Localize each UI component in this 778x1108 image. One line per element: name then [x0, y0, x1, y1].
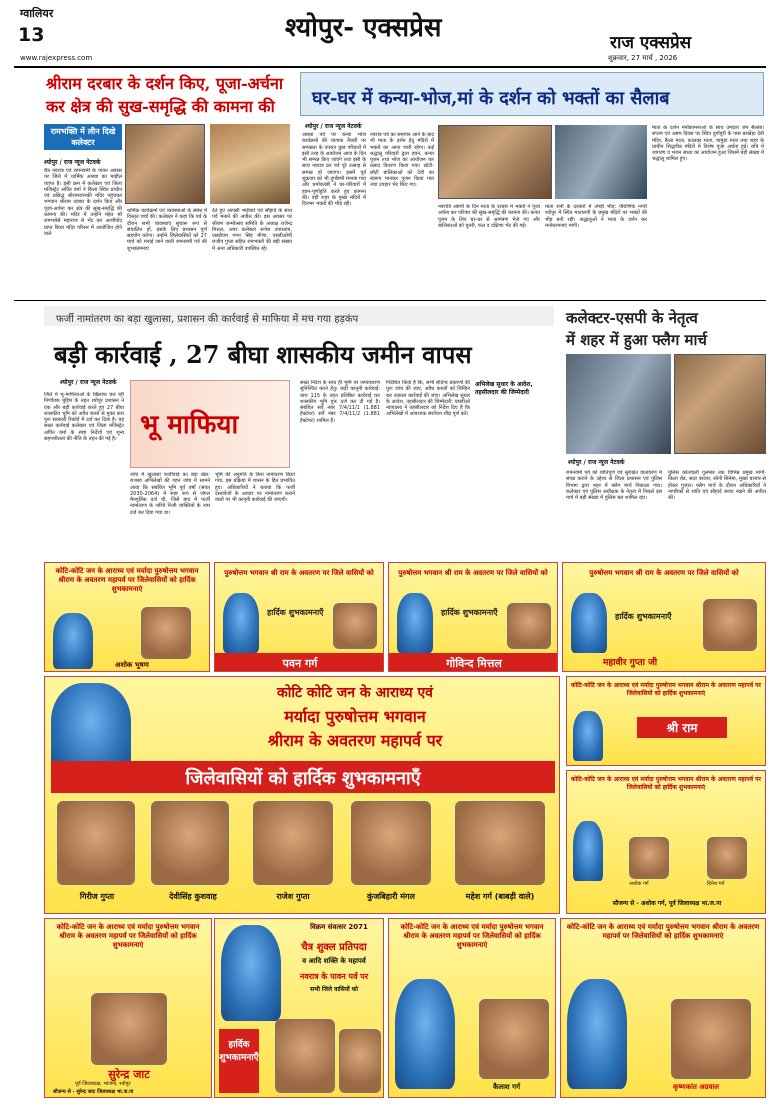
- lord-ram-image: [221, 925, 281, 1021]
- portrait-photo: [275, 1019, 335, 1093]
- lord-ram-image: [567, 979, 627, 1089]
- side-ad-1[interactable]: [566, 676, 766, 766]
- portrait-photo: [479, 999, 549, 1079]
- greeting-ad-3-text: पुरुषोत्तम भगवान श्री राम के अवतरण पर जिले वासियों को: [398, 569, 548, 577]
- story2-headline[interactable]: घर-घर में कन्या-भोज,मां के दर्शन को भक्तों का सैलाब: [312, 88, 670, 109]
- site-url[interactable]: www.rajexpress.com: [20, 54, 93, 62]
- big-ad-name-4: कुंजबिहारी मंगल: [367, 892, 415, 901]
- greeting-ad-4-text: पुरुषोत्तम भगवान श्री राम के अवतरण पर जिले वासियों को: [589, 569, 739, 577]
- story2-col3: नवरात्रि अष्टमी के दिन माता के दरबार में भक्तों ने पूजा अर्चना कर परिवार की सुख-समृद्धि की कामना की। कन्या पूजन के लिए घर-घर से आमंत्रण भेजे गए और बालिकाओं को चुनरी, फल व दक्षिणा भेंट की गई।: [438, 204, 540, 229]
- story4-photo-2: [674, 354, 766, 454]
- greeting-ad-3[interactable]: [388, 562, 558, 672]
- portrait-photo: [333, 603, 377, 649]
- story1-headline-2[interactable]: कर क्षेत्र की सुख-समृद्धि की कामना की: [46, 97, 275, 116]
- story1-body-col1: चैत्र नवरात्र एवं रामनवमी के पावन अवसर पर जिले में धार्मिक आस्था का माहौल व्याप्त है। इसी क्रम में कलेक्टर एवं जिला मजिस्ट्रेट अर्पित वर्मा ने किला स्थित प्राचीन एवं प्रसिद्ध श्रीरामजानकी मंदिर पहुंचकर भगवान श्रीराम दरबार के दर्शन किए और पूजा-अर्चना कर क्षेत्र की सुख-समृद्धि की कामना की। मंदिर में उन्होंने महंत श्री रामभरोसे महाराज से भेंट कर आशीर्वाद प्राप्त किया मंदिर परिसर में आयोजित होने वाले: [44, 168, 122, 237]
- bottom-ad-2-line: चैत्र शुक्ल प्रतिपदा: [301, 942, 367, 953]
- side-ad-2-footer: सौजन्य से - अशोक गर्ग, पूर्व जिलाध्यक्ष भा.ज.पा: [612, 900, 722, 907]
- bottom-ad-4-text: कोटि-कोटि जन के आराध्य एवं मर्यादा पुरुषोत्तम भगवान श्रीराम के अवतरण महापर्व पर जिलेवासियों को हार्दिक शुभकामनाएं: [566, 923, 760, 940]
- portrait-photo: [57, 801, 135, 885]
- bottom-ad-3-text: कोटि-कोटि जन के आराध्य एवं मर्यादा पुरुषोत्तम भगवान श्रीराम के अवतरण महापर्व पर जिलेवासियों को हार्दिक शुभकामनाएं: [400, 923, 544, 949]
- greeting-ad-4[interactable]: [562, 562, 766, 672]
- story1-headline-1[interactable]: श्रीराम दरबार के दर्शन किए, पूजा-अर्चना: [46, 74, 283, 93]
- big-ad-line-1: कोटि कोटि जन के आराध्य एवं: [277, 685, 433, 701]
- side-ad-1-title: श्री राम: [637, 717, 727, 738]
- lord-ram-image: [573, 821, 603, 881]
- bottom-ad-2-sub: व आदि शक्ति के महापर्व: [302, 957, 366, 965]
- greeting-ad-2-name: पवन गर्ग: [215, 653, 384, 672]
- greeting-ad-big[interactable]: [44, 676, 560, 914]
- big-ad-name-5: महेश गर्ग (बाबड़ी वाले): [465, 892, 535, 901]
- lord-ram-image: [223, 593, 259, 653]
- greeting-ad-2[interactable]: [214, 562, 384, 672]
- lord-ram-image: [53, 613, 93, 669]
- story1-photo-2: [210, 124, 290, 204]
- lord-ram-image: [573, 711, 603, 761]
- greeting-ad-4-hardik: हार्दिक शुभकामनाएँ: [615, 612, 672, 621]
- bottom-ad-2-top: विक्रम संवत्सर 2071: [310, 923, 368, 931]
- section-divider-1: [14, 300, 766, 301]
- story3-col4: सख्त निर्देश के साथ ही भूमि पर जमावशरण सुनिश्चित करने हेतु। कड़ी कानूनी कार्रवाई: धारा 115 के तहत प्रतिष्ठित कार्रवाई कर शासकीय भूमि पुनः दर्ज कर दी गई है। संबंधित सर्वे नंबर 7/4/11/1 (1.881 हेक्टेयर) सर्वे नंबर 7/4/11/2 (1.881 हेक्टेयर) शामिल हैं।: [300, 380, 380, 424]
- bottom-ad-1-name: सुरेन्द्र जाट: [108, 1068, 150, 1081]
- story3-col2: जांच में खुलासा फर्जीवाड़े का बड़ा खेल: राजस्व अभिलेखों की गहन जांच में सामने आया कि संबंधित भूमि पूर्व वर्षों (संवत् 2030-2064) में स्पष्ट रूप से जंगल मैनपुर्तिक दर्ज थी, जिसे बाद में फर्जी नामांतरण के जरिये निजी व्यक्तियों के नाम दर्ज कर दिया गया था।: [130, 472, 210, 516]
- bottom-ad-1[interactable]: [44, 918, 212, 1098]
- side-ad-2[interactable]: [566, 770, 766, 914]
- greeting-ad-4-name: महावीर गुप्ता जी: [603, 658, 658, 668]
- story1-photo-1: [125, 124, 205, 204]
- lord-ram-image: [397, 593, 433, 653]
- side-ad-1-text: कोटि-कोटि जन के आराध्य एवं मर्यादा पुरुषोत्तम भगवान श्रीराम के अवतरण महापर्व पर जिलेवासियों को हार्दिक शुभकामनाएं: [571, 682, 761, 697]
- side-ad-2-text: कोटि-कोटि जन के आराध्य एवं मर्यादा पुरुषोत्तम भगवान श्रीराम के अवतरण महापर्व पर जिलेवासियों को हार्दिक शुभकामनाएं: [571, 776, 761, 791]
- big-ad-name-2: देवीसिंह कुशवाह: [169, 892, 217, 901]
- story4-col1: रामनवमी पर्व को शांतिपूर्ण एवं सुरक्षित वातावरण में संपन्न कराने के उद्देश्य से जिला प्रशासन एवं पुलिस विभाग द्वारा शहर में फ्लैग मार्च निकाला गया। कलेक्टर एवं पुलिस अधीक्षक के नेतृत्व में निकले इस मार्च में बड़ी संख्या में पुलिस बल शामिल रहा।: [566, 470, 662, 502]
- portrait-photo: [671, 999, 751, 1079]
- story1-tag: रामभक्ति में लीन दिखे कलेक्टर: [44, 124, 122, 150]
- story2-byline: श्योपुर / राज न्यूज नेटवर्क: [305, 123, 362, 130]
- bhoo-mafia-graphic-text: भू माफिया: [140, 410, 239, 440]
- bottom-ad-4[interactable]: [560, 918, 766, 1098]
- story4-headline-1[interactable]: कलेक्टर-एसपी के नेतृत्व: [566, 309, 698, 327]
- greeting-ad-1[interactable]: [44, 562, 210, 672]
- page-title: श्योपुर- एक्सप्रेस: [285, 13, 442, 43]
- story3-kicker: फर्जी नामांतरण का बड़ा खुलासा, प्रशासन की कार्रवाई से माफिया में मच गया हड़कंप: [56, 314, 359, 325]
- story1-body-col2: धार्मिक कार्यक्रमों एवं व्यवस्थाओं के संबंध में विस्तृत चर्चा की। कलेक्टर ने कहा कि पर्व के दौरान सभी व्यवस्थाएं सुचारू रूप से संचालित हों, इसके लिए प्रशासन पूर्ण सहयोग करेगा। उन्होंने जिलेवासियों को 27 मार्च को मनाई जाने वाली रामनवमी पर्व की शुभकामनाएं: [127, 208, 207, 252]
- big-ad-name-3: राजेश गुप्ता: [276, 892, 310, 901]
- story3-col1: जिले में भू-माफियाओं के खिलाफ चल रही निर्णायक मुहिम के तहत श्योपुर प्रशासन ने एक और बड़ी कार्रवाई करते हुए 27 बीघा शासकीय भूमि को अवैध कब्जे से मुक्त करा पुनः सरकारी रिकॉर्ड में दर्ज कर दिया है। यह सख्त कार्रवाई कलेक्टर एवं जिला मजिस्ट्रेट अर्पित वर्मा के स्पष्ट निर्देशों एवं शून्य सहनशीलता की नीति के तहत की गई है।: [44, 392, 124, 443]
- bottom-ad-1-text: कोटि-कोटि जन के आराध्य एवं मर्यादा पुरुषोत्तम भगवान श्रीराम के अवतरण महापर्व पर जिलेवासियों को हार्दिक शुभकामनाएं: [56, 923, 200, 949]
- lord-ram-image: [395, 979, 455, 1089]
- story4-headline-2[interactable]: में शहर में हुआ फ्लैग मार्च: [566, 331, 707, 349]
- big-ad-line-2: मर्यादा पुरुषोत्तम भगवान: [284, 707, 426, 726]
- bottom-ad-3-name: कैलाश गर्ग: [493, 1083, 521, 1091]
- story2-photo-1: [438, 125, 552, 199]
- portrait-photo: [703, 599, 757, 651]
- header-divider: [14, 66, 766, 68]
- greeting-ad-3-name: गोविन्द मित्तल: [389, 653, 558, 672]
- bottom-ad-2-sub2: सभी जिले वासियों को: [310, 986, 358, 993]
- side-ad-2-name-2: दिनेश गर्ग: [707, 881, 725, 887]
- story1-byline: श्योपुर / राज न्यूज नेटवर्क: [44, 159, 101, 166]
- portrait-photo: [151, 801, 229, 885]
- story2-col5: माता के दर्शन मनोकामनाओं के साथ उमड़ता जन सैलाब। सप्तम एवं अष्टम दिवस पर स्थित दुर्गापुरी के पास बरखेड़ा देवी मंदिर, कैला माता, कालका माता, चामुंडा माता तथा शहर के प्राचीन सिद्धपीठ मंदिरों में विशेष पूजा अर्चना हुई। रात्रि में जागरण व भजन संध्या का आयोजन हुआ जिसमें बड़ी संख्या में श्रद्धालु शामिल हुए।: [652, 125, 764, 163]
- story3-byline: श्योपुर / राज न्यूज नेटवर्क: [60, 379, 117, 386]
- edition-date: शुक्रवार, 27 मार्च , 2026: [608, 54, 678, 62]
- bottom-ad-2-nav: नवरात्र के पावन पर्व पर: [299, 972, 369, 981]
- story2-col1: आस्था पर्व पर कन्या भोज कार्यक्रमों की व्यापक तैयारी पर सम्पन्नता के उपरांत कुछ परिवारों में इसी तरह के आयोजन आज के दिन भी सम्पन्न किए जाएंगे तथा इसी के साथ नवरात्र व्रत पर्व पूरे उत्साह से सम्पन्न हो जाएगा। इसमें पूर्व शुक्रवार को भी दुर्गाष्टमी मनाया गया और धर्मावलंबी ने घर-परिवारों में हवन-पूर्णाहुति करते हुए कामना की। वहीं शहर के मुख्य मंदिरों में दिनभर भक्तों की भीड़ रही।: [302, 132, 366, 208]
- story1-body-col3: देते हुए आपसी भाईचारे एवं सौहार्द के साथ पर्व मनाने की अपील की। इस अवसर पर श्रीराम जन्मोत्सव समिति के अध्यक्ष राजेन्द्र मित्तल, अपर कलेक्टर रूपेश उपाध्याय, एसडीएम गगन सिंह मीणा, एसडीओपी राजीव गुप्ता सहित रामभक्तों की बड़ी संख्या में अन्य अधिकारी उपस्थित रहे।: [212, 208, 292, 252]
- greeting-ad-3-hardik: हार्दिक शुभकामनाएँ: [441, 608, 498, 617]
- big-ad-name-1: गिरीज गुप्ता: [79, 892, 115, 901]
- story4-photo-1: [566, 354, 671, 454]
- portrait-photo: [91, 993, 167, 1065]
- portrait-photo: [253, 801, 333, 885]
- big-ad-line-3: श्रीराम के अवतरण महापर्व पर: [267, 731, 443, 750]
- story4-byline: श्योपुर / राज न्यूज नेटवर्क: [568, 459, 625, 466]
- bottom-ad-1-footer: सौजन्य से - सुरेन्द्र जाट जिलाध्यक्ष भा.ज.पा: [53, 1089, 134, 1095]
- story4-col2: पुलिस कोतवाली गुलम्बर तक विभिन्न प्रमुख मार्गों-किला रोड, सदर बाजार, सोनी सिनेमा, मुख्य बाजार-से होकर गुजरा। फ्लैग मार्च के दौरान अधिकारियों ने नागरिकों से शांति एवं सौहार्द बनाए रखने की अपील की।: [668, 470, 766, 502]
- greeting-ad-2-hardik: हार्दिक शुभकामनाएँ: [267, 608, 324, 617]
- portrait-photo: [629, 837, 669, 879]
- greeting-ad-2-text: पुरुषोत्तम भगवान श्री राम के अवतरण पर जिले वासियों को: [224, 569, 374, 577]
- bottom-ad-2[interactable]: [214, 918, 384, 1098]
- bottom-ad-3[interactable]: [388, 918, 556, 1098]
- newspaper-brand: राज एक्सप्रेस: [610, 33, 692, 53]
- greeting-ad-1-text: कोटि-कोटि जन के आराध्य एवं मर्यादा पुरुषोत्तम भगवान श्रीराम के अवतरण महापर्व पर जिलेवासियों को हार्दिक शुभकामनाएं: [55, 567, 199, 593]
- story2-col2: नवरात्र पर्व का समापन आने के बाद भी माता के दर्शन हेतु मंदिरों में भक्तों का आना जारी रहेगा। कई श्रद्धालु परिवारों द्वारा हवन, कन्या पूजन तथा भोज का आयोजन कर प्रसाद वितरण किया गया। छोटी-छोटी बालिकाओं को देवी का स्वरूप मानकर पूजन किया गया तथा उपहार भेंट किए गए।: [370, 132, 434, 189]
- page-number: 13: [18, 24, 45, 46]
- story2-photo-2: [555, 125, 647, 199]
- bottom-ad-2-hardik: हार्दिक शुभकामनाएँ: [219, 1029, 259, 1093]
- portrait-photo: [707, 837, 747, 879]
- portrait-photo: [455, 801, 545, 885]
- header-city: ग्वालियर: [20, 7, 54, 20]
- story3-col5: निर्देशित किया है कि, सभी संदिग्ध प्रकरणों की पुनः जांच की जाए, अवैध कब्जों को चिन्हित कर तत्काल कार्रवाई की जाए। अभिलेख सुधार के आदेश, तहसीलदार की जिम्मेदारी: एसडीओ न्यायालय ने तहसीलदार को निर्देश दिए हैं कि अभिलेखों में आवश्यक संशोधन शीघ्र पूर्ण करें।: [386, 380, 470, 418]
- side-ad-2-name-1: अशोक गर्ग: [629, 881, 649, 887]
- portrait-photo: [351, 801, 431, 885]
- lord-ram-image: [571, 593, 607, 653]
- portrait-photo: [507, 603, 551, 649]
- story2-col4: माता रानी के दरबारों में उमड़ी भीड़: पौराणिक नगरी श्योपुर में स्थित मातारानी के प्रमुख मंदिरों पर भक्तों की भीड़ बनी रही। श्रद्धालुओं ने माता के दर्शन कर मनोकामनाएं मांगी।: [545, 204, 647, 229]
- portrait-photo: [339, 1029, 381, 1093]
- greeting-ad-1-name: अशोक भूषण: [115, 661, 149, 669]
- story3-col3: भूमि की अनुमति के बिना नामांतरण किया गया, इस प्रक्रिया में शासन के हित प्रभावित हुए। अधिकारियों ने बताया कि फर्जी दस्तावेजों के आधार पर नामांतरण कराने वालों पर भी कानूनी कार्रवाई की जाएगी।: [215, 472, 295, 504]
- story3-headline[interactable]: बड़ी कार्रवाई , 27 बीघा शासकीय जमीन वापस: [54, 340, 472, 369]
- portrait-photo: [141, 607, 191, 659]
- big-ad-line-4: जिलेवासियों को हार्दिक शुभकामनाएँ: [51, 761, 555, 793]
- story3-subhead: अभिलेख सुधार के आदेश, तहसीलदार की जिम्मेदारी: [475, 381, 533, 396]
- bottom-ad-1-role: पूर्व जिलाध्यक्ष, भाजपा, श्योपुर: [75, 1081, 131, 1087]
- bottom-ad-4-name: कृष्णकांत अग्रवाल: [673, 1083, 720, 1091]
